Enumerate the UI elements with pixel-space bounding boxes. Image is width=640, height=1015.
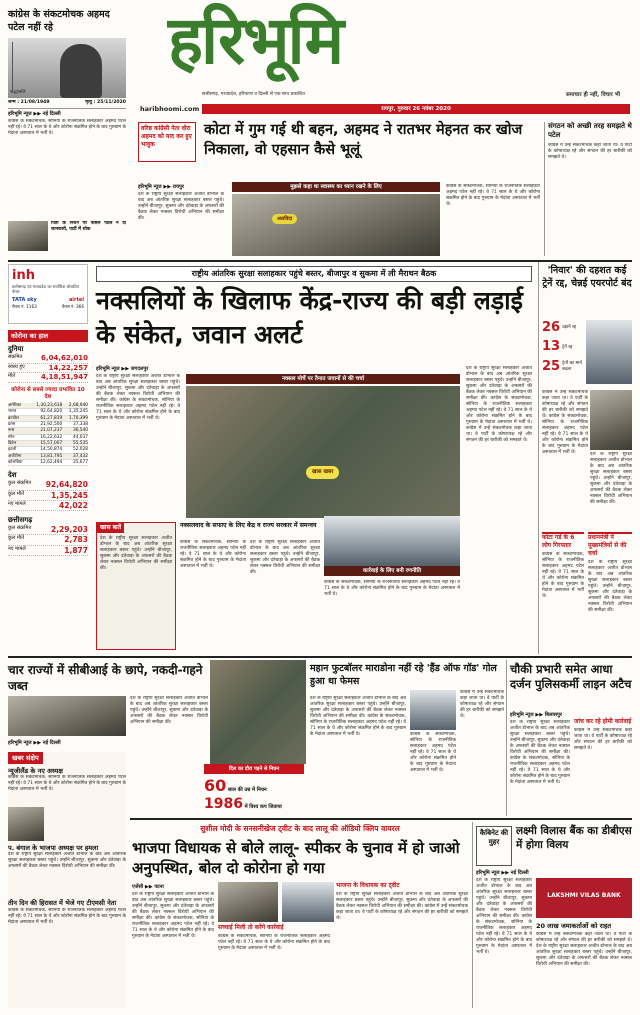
- inset-col3: कांग्रेस के संकटमोचक, सोनिया के राजनीतिक सलाहकार अहमद पटेल नहीं रहे। वे 71 साल के थे और कोरोना संक्रमित होने के बाद गुरुग्राम के मेदांता अस्पताल में भर्ती थे।: [324, 580, 460, 597]
- nivar-stats: [542, 320, 582, 378]
- world-stat-row: [8, 354, 88, 364]
- cbi-headline: चार राज्यों में सीबीआई के छापे, नकदी-गहने जब्त: [8, 663, 203, 693]
- tribute-label: श्रद्धांजलि: [10, 90, 26, 96]
- cg-stat-row-label: कुल मौतें: [8, 535, 24, 542]
- box-pm: प्रधानमंत्री ने मुख्यमंत्रियों से की चर्चा देश के राष्ट्रीय सुरक्षा सलाहकार अजीत डोभाल के बाद अब आंतरिक सुरक्षा सलाहकार बस्तर पहुंचे। उन्होंने बीजापुर, सुकमा और दंतेवाड़ा के अफसरों की बैठक लेकर नक्सल विरोधी अभियान की समीक्षा की।: [588, 532, 632, 650]
- world-stat-row: [8, 364, 88, 374]
- tagline: समाचार ही नहीं, विचार भी: [565, 92, 620, 98]
- nivar-stat-number: 26: [542, 320, 561, 335]
- country-deaths: 55,535: [72, 441, 89, 447]
- desh-stat-row-label: कुल संक्रमित: [8, 480, 32, 487]
- maradona-body3: कांग्रेस में उन्हें संकटमोचक कहा जाता था। वे पार्टी के कोषाध्यक्ष रहे और संगठन की हर बारीकी को समझते थे।: [460, 690, 504, 719]
- country-deaths: 52,028: [72, 447, 89, 453]
- bank-photo: [536, 878, 632, 918]
- nivar-stat: [542, 359, 582, 375]
- channel-ad[interactable]: [8, 264, 88, 324]
- sankshep-photo: [8, 807, 44, 841]
- desh-stats: [8, 480, 88, 511]
- lead-byline: हरिभूमि न्यूज ▶▶ रायपुर: [138, 184, 184, 190]
- cbi-body: देश के राष्ट्रीय सुरक्षा सलाहकार अजीत डोभाल के बाद अब आंतरिक सुरक्षा सलाहकार बस्तर पहुंचे। उन्होंने बीजापुर, सुकमा और दंतेवाड़ा के अफसरों की बैठक लेकर नक्सल विरोधी अभियान की समीक्षा की।: [130, 696, 208, 725]
- main-headline: नक्सलियों के खिलाफ केंद्र-राज्य की बड़ी लड़ाई के संकेत, जवान अलर्ट: [96, 286, 523, 349]
- world-stat-row-label: संक्रमित: [8, 353, 23, 360]
- country-cases: 92,64,820: [40, 409, 63, 415]
- nivar-stat-label: ट्रेनें रद्द: [562, 344, 573, 350]
- country-cases: 61,27,819: [40, 415, 63, 421]
- bank-sign: LAKSHMI VILAS BANK: [547, 892, 621, 899]
- world-stat-row-label: मौतें: [8, 373, 16, 380]
- desh-stat-row-label: नए मामले: [8, 500, 26, 507]
- police-headline: चौकी प्रभारी समेत आधा दर्जन पुलिसकर्मी लाइन अटैच: [510, 662, 632, 691]
- bank-byline: हरिभूमि न्यूज ▶▶ नई दिल्ली: [476, 870, 529, 876]
- nivar-stat: [542, 320, 582, 336]
- lalu-headline: भाजपा विधायक से बोले लालू- स्पीकर के चुनाव में हो जाओ अनुपस्थित, बोल दो कोरोना हो गया: [132, 839, 460, 877]
- inset-photo: [324, 516, 460, 566]
- cg-stats: [8, 525, 88, 556]
- ad-provider-airtel: airtel: [68, 297, 84, 304]
- world-stat-row-label: स्वस्थ हुए: [8, 363, 25, 370]
- country-deaths: 44,037: [72, 434, 89, 440]
- world-stat-row-value: 14,22,257: [48, 363, 88, 372]
- country-name: कोलंबिया: [8, 460, 23, 466]
- country-name: ब्रिटेन: [8, 441, 17, 447]
- country-cases: 13,81,795: [40, 453, 63, 459]
- maradona-body: देश के राष्ट्रीय सुरक्षा सलाहकार अजीत डोभाल के बाद अब आंतरिक सुरक्षा सलाहकार बस्तर पहुंचे। उन्होंने बीजापुर, सुकमा और दंतेवाड़ा के अफसरों की बैठक लेकर नक्सल विरोधी अभियान की समीक्षा की। कांग्रेस के संकटमोचक, सोनिया के राजनीतिक सलाहकार अहमद पटेल नहीं रहे। वे 71 साल के थे और कोरोना संक्रमित होने के बाद गुरुग्राम के मेदांता अस्पताल में भर्ती थे।: [310, 696, 406, 737]
- country-deaths: 1,35,245: [68, 409, 89, 415]
- world-stats: [8, 354, 88, 383]
- maradona-photo: [210, 660, 306, 764]
- lalu-body: देश के राष्ट्रीय सुरक्षा सलाहकार अजीत डोभाल के बाद अब आंतरिक सुरक्षा सलाहकार बस्तर पहुंचे। उन्होंने बीजापुर, सुकमा और दंतेवाड़ा के अफसरों की बैठक लेकर नक्सल विरोधी अभियान की समीक्षा की। कांग्रेस के संकटमोचक, सोनिया के राजनीतिक सलाहकार अहमद पटेल नहीं रहे। वे 71 साल के थे और कोरोना संक्रमित होने के बाद गुरुग्राम के मेदांता अस्पताल में भर्ती थे।: [132, 892, 214, 939]
- main-col1: देश के राष्ट्रीय सुरक्षा सलाहकार अजीत डोभाल के बाद अब आंतरिक सुरक्षा सलाहकार बस्तर पहुंचे। उन्होंने बीजापुर, सुकमा और दंतेवाड़ा के अफसरों की बैठक लेकर नक्सल विरोधी अभियान की समीक्षा की। कांग्रेस के संकटमोचक, सोनिया के राजनीतिक सलाहकार अहमद पटेल नहीं रहे। वे 71 साल के थे और कोरोना संक्रमित होने के बाद गुरुग्राम के मेदांता अस्पताल में भर्ती थे।: [96, 374, 180, 421]
- country-name: ब्राजील: [8, 415, 19, 421]
- bank-body: देश के राष्ट्रीय सुरक्षा सलाहकार अजीत डोभाल के बाद अब आंतरिक सुरक्षा सलाहकार बस्तर पहुंचे। उन्होंने बीजापुर, सुकमा और दंतेवाड़ा के अफसरों की बैठक लेकर नक्सल विरोधी अभियान की समीक्षा की। कांग्रेस के संकटमोचक, सोनिया के राजनीतिक सलाहकार अहमद पटेल नहीं रहे। वे 71 साल के थे और कोरोना संक्रमित होने के बाद गुरुग्राम के मेदांता अस्पताल में भर्ती थे।: [476, 878, 532, 955]
- maradona-stat-60: 60 साल की उम्र में निधन 1986 में विश्व कप जिताया: [204, 776, 282, 812]
- police-byline: हरिभूमि न्यूज ▶▶ बिलासपुर: [510, 712, 562, 718]
- country-cases: 16,22,632: [40, 434, 63, 440]
- maradona-strip: दिल का दौरा पड़ने से निधन: [204, 764, 304, 774]
- main-photo: [186, 386, 460, 518]
- cbi-byline: हरिभूमि न्यूज ▶▶ नई दिल्ली: [8, 740, 61, 746]
- ad-channel-2: चैनल नं. 366: [61, 303, 84, 309]
- ad-provider-tatasky: TATA sky: [12, 297, 37, 304]
- badge-khas-khabar: खास खबर: [306, 466, 339, 479]
- country-cases: 1,30,23,618: [36, 402, 63, 408]
- corner-inset-photo: [8, 221, 126, 251]
- country-table: [8, 403, 88, 467]
- nivar-stat: [542, 339, 582, 355]
- country-cases: 14,50,874: [40, 447, 63, 453]
- top10-title: कोरोना से सबसे ज्यादा प्रभावित 10 देश: [11, 387, 85, 400]
- country-name: फ्रांस: [8, 421, 16, 427]
- corner-photo: [8, 38, 126, 98]
- death-date: मृत्यु : 25/11/2020: [85, 100, 126, 105]
- police-tag: जांच कर रहे होमी कार्रवाई कांग्रेस में उन्हें संकटमोचक कहा जाता था। वे पार्टी के कोषाध्यक्ष रहे और संगठन की हर बारीकी को समझते थे।: [574, 718, 632, 751]
- country-deaths: 37,432: [72, 453, 89, 459]
- editions: छत्तीसगढ़, मध्यप्रदेश, हरियाणा व दिल्ली से एक साथ प्रकाशित: [202, 92, 305, 97]
- world-stat-row-value: 6,04,62,010: [41, 353, 88, 362]
- country-cases: 12,62,494: [40, 460, 63, 466]
- main-kicker: राष्ट्रीय आंतरिक सुरक्षा सलाहकार पहुंचे बस्तर, बीजापुर व सुकमा में ली मैराथन बैठक: [96, 266, 532, 282]
- desh-stat-row-value: 42,022: [59, 500, 88, 510]
- country-deaths: 36,540: [72, 428, 89, 434]
- country-cases: 21,07,237: [40, 428, 63, 434]
- birth-date: जन्म : 21/08/1949: [8, 100, 50, 105]
- lead-photo: [232, 194, 440, 256]
- country-deaths: 1,70,399: [68, 415, 89, 421]
- country-cases: 15,57,007: [40, 441, 63, 447]
- world-stat-row-value: 4,18,51,947: [41, 373, 88, 382]
- lalu-sub1: सच्चाई मिली तो करेंगे कार्रवाई: [218, 924, 284, 931]
- main-byline: हरिभूमि न्यूज ▶▶ जगदलपुर: [96, 366, 149, 372]
- country-name: अर्जेंटीना: [8, 453, 22, 459]
- desh-stat-row-value: 92,64,820: [45, 480, 88, 490]
- lead-kicker: वरिष्ठ कांग्रेसी नेता वोरा अहमद को याद कर हुए भावुक: [138, 122, 196, 162]
- lalu-body2: कांग्रेस के संकटमोचक, सोनिया के राजनीतिक सलाहकार अहमद पटेल नहीं रहे। वे 71 साल के थे और कोरोना संक्रमित होने के बाद गुरुग्राम के मेदांता अस्पताल में भर्ती थे।: [218, 934, 330, 951]
- website-link[interactable]: haribhoomi.com: [140, 105, 200, 113]
- country-deaths: 37,338: [72, 421, 89, 427]
- maradona-headline: महान फुटबॉलर माराडोना नहीं रहे 'हैंड ऑफ गॉड' गोल हुआ था फेमस: [310, 663, 497, 687]
- desh-title: देश: [8, 471, 17, 480]
- lalu-sub2: भाजपा के विधायक का ट्वीट देश के राष्ट्रीय सुरक्षा सलाहकार अजीत डोभाल के बाद अब आंतरिक सुरक्षा सलाहकार बस्तर पहुंचे। उन्होंने बीजापुर, सुकमा और दंतेवाड़ा के अफसरों की बैठक लेकर नक्सल विरोधी अभियान की समीक्षा की। कांग्रेस में उन्हें संकटमोचक कहा जाता था। वे पार्टी के कोषाध्यक्ष रहे और संगठन की हर बारीकी को समझते थे।: [336, 882, 468, 921]
- bank-headline: लक्ष्मी विलास बैंक का डीबीएस में होगा विलय: [516, 825, 632, 851]
- country-name: इटली: [8, 447, 17, 453]
- logo: हरिभूमि: [168, 2, 343, 79]
- desh-stat-row: [8, 491, 88, 501]
- masthead: [140, 4, 630, 100]
- lead-top: [138, 120, 540, 258]
- desh-stat-row: [8, 480, 88, 490]
- main-col-right: देश के राष्ट्रीय सुरक्षा सलाहकार अजीत डोभाल के बाद अब आंतरिक सुरक्षा सलाहकार बस्तर पहुंचे। उन्होंने बीजापुर, सुकमा और दंतेवाड़ा के अफसरों की बैठक लेकर नक्सल विरोधी अभियान की समीक्षा की। कांग्रेस के संकटमोचक, सोनिया के राजनीतिक सलाहकार अहमद पटेल नहीं रहे। वे 71 साल के थे और कोरोना संक्रमित होने के बाद गुरुग्राम के मेदांता अस्पताल में भर्ती थे। कांग्रेस में उन्हें संकटमोचक कहा जाता था। वे पार्टी के कोषाध्यक्ष रहे और संगठन की हर बारीकी को समझते थे।: [466, 366, 532, 443]
- ad-channel-1: चैनल नं. 1163: [12, 303, 37, 309]
- main-photo-caption: नक्सल मोर्चे पर तैनात जवानों से की चर्चा: [186, 374, 460, 384]
- khas-baat-box: खास बातें देश के राष्ट्रीय सुरक्षा सलाहकार अजीत डोभाल के बाद अब आंतरिक सुरक्षा सलाहकार बस्तर पहुंचे। उन्होंने बीजापुर, सुकमा और दंतेवाड़ा के अफसरों की बैठक लेकर नक्सल विरोधी अभियान की समीक्षा की।: [96, 522, 176, 650]
- sidebar-top-body: कांग्रेस में उन्हें संकटमोचक कहा जाता था। वे पार्टी के कोषाध्यक्ष रहे और संगठन की हर बारीकी को समझते थे।: [548, 143, 632, 160]
- world-title: दुनिया: [8, 345, 24, 354]
- desh-stat-row-value: 1,35,245: [50, 490, 88, 500]
- bank-body2: कांग्रेस में उन्हें संकटमोचक कहा जाता था। वे पार्टी के कोषाध्यक्ष रहे और संगठन की हर बारीकी को समझते थे। देश के राष्ट्रीय सुरक्षा सलाहकार अजीत डोभाल के बाद अब आंतरिक सुरक्षा सलाहकार बस्तर पहुंचे। उन्होंने बीजापुर, सुकमा और दंतेवाड़ा के अफसरों की बैठक लेकर नक्सल विरोधी अभियान की समीक्षा की।: [536, 932, 632, 967]
- corner-headline: कांग्रेस के संकटमोचक अहमद पटेल नहीं रहे: [8, 9, 110, 33]
- nivar-body2: देश के राष्ट्रीय सुरक्षा सलाहकार अजीत डोभाल के बाद अब आंतरिक सुरक्षा सलाहकार बस्तर पहुंचे। उन्होंने बीजापुर, सुकमा और दंतेवाड़ा के अफसरों की बैठक लेकर नक्सल विरोधी अभियान की समीक्षा की।: [590, 452, 632, 505]
- nivar-stat-number: 25: [542, 358, 561, 374]
- inset-col2: देश के राष्ट्रीय सुरक्षा सलाहकार अजीत डोभाल के बाद अब आंतरिक सुरक्षा सलाहकार बस्तर पहुंचे। उन्होंने बीजापुर, सुकमा और दंतेवाड़ा के अफसरों की बैठक लेकर नक्सल विरोधी अभियान की समीक्षा की।: [250, 540, 320, 575]
- cg-title: छत्तीसगढ़: [8, 516, 33, 525]
- country-deaths: 2,68,940: [68, 402, 88, 408]
- nivar-stat-label: ट्रेनों का मार्ग बदला: [562, 361, 582, 372]
- cg-stat-row-value: 1,877: [64, 545, 88, 555]
- cg-stat-row-value: 2,783: [64, 535, 88, 545]
- desh-stat-row-label: कुल मौतें: [8, 490, 24, 497]
- inset-headline: नक्सलवाद के सफाए के लिए केंद्र व राज्य सरकार में समन्वय: [180, 522, 317, 529]
- cg-stat-row: [8, 546, 88, 556]
- lead-headline: कोटा में गुम गई थी बहन, अहमद ने रातभर मेहनत कर खोज निकाला, वो एहसान कैसे भूलूं: [204, 122, 523, 158]
- nivar-stat-label: उड़ानें रद्द: [562, 325, 577, 331]
- khabar-sankshep: खबर संक्षेप न्यूजीलैंड के नए अध्यक्ष कांग्रेस के संकटमोचक, सोनिया के राजनीतिक सलाहकार अहमद पटेल नहीं रहे। वे 71 साल के थे और कोरोना संक्रमित होने के बाद गुरुग्राम के मेदांता अस्पताल में भर्ती थे। प. बंगाल के भाजपा अध्यक्ष पर हमला देश के राष्ट्रीय सुरक्षा सलाहकार अजीत डोभाल के बाद अब आंतरिक सुरक्षा सलाहकार बस्तर पहुंचे। उन्होंने बीजापुर, सुकमा और दंतेवाड़ा के अफसरों की बैठक लेकर नक्सल विरोधी अभियान की समीक्षा की। तीन दिन की हिरासत में भेजे गए टीएमसी नेता कांग्रेस के संकटमोचक, सोनिया के राजनीतिक सलाहकार अहमद पटेल नहीं रहे। वे 71 साल के थे और कोरोना संक्रमित होने के बाद गुरुग्राम के मेदांता अस्पताल में भर्ती थे।: [8, 752, 126, 1008]
- inset-col: कांग्रेस के संकटमोचक, सोनिया के राजनीतिक सलाहकार अहमद पटेल नहीं रहे। वे 71 साल के थे और कोरोना संक्रमित होने के बाद गुरुग्राम के मेदांता अस्पताल में भर्ती थे।: [180, 540, 246, 569]
- dateline-bar: [140, 92, 630, 116]
- maradona-photo2: [410, 690, 456, 730]
- lead-col3: कांग्रेस के संकटमोचक, सोनिया के राजनीतिक सलाहकार अहमद पटेल नहीं रहे। वे 71 साल के थे और कोरोना संक्रमित होने के बाद गुरुग्राम के मेदांता अस्पताल में भर्ती थे।: [446, 184, 540, 207]
- cg-stat-row: [8, 525, 88, 535]
- portrait-figure: [60, 44, 102, 98]
- badge-alvida: अलविदा: [272, 214, 297, 224]
- nivar-headline: 'निवार' की दहशत कई ट्रेनें रद्द, चेन्नई एयरपोर्ट बंद: [542, 265, 632, 289]
- nivar-body: कांग्रेस में उन्हें संकटमोचक कहा जाता था। वे पार्टी के कोषाध्यक्ष रहे और संगठन की हर बारीकी को समझते थे। कांग्रेस के संकटमोचक, सोनिया के राजनीतिक सलाहकार अहमद पटेल नहीं रहे। वे 71 साल के थे और कोरोना संक्रमित होने के बाद गुरुग्राम के मेदांता अस्पताल में भर्ती थे।: [542, 390, 588, 455]
- corona-title: कोरोना का हाल: [8, 330, 88, 342]
- cbi-photo: [8, 696, 126, 736]
- corner-byline: हरिभूमि न्यूज ▶▶ नई दिल्ली: [8, 110, 61, 117]
- maradona-body2: कांग्रेस के संकटमोचक, सोनिया के राजनीतिक सलाहकार अहमद पटेल नहीं रहे। वे 71 साल के थे और कोरोना संक्रमित होने के बाद गुरुग्राम के मेदांता अस्पताल में भर्ती थे।: [410, 732, 456, 773]
- box-kota: कोटा गर्ड के 6 लोग गिरफ्तार कांग्रेस के संकटमोचक, सोनिया के राजनीतिक सलाहकार अहमद पटेल नहीं रहे। वे 71 साल के थे और कोरोना संक्रमित होने के बाद गुरुग्राम के मेदांता अस्पताल में भर्ती थे।: [542, 532, 584, 650]
- dateline: रायपुर, गुरुवार 26 नवंबर 2020: [381, 106, 451, 112]
- country-name: अमेरिका: [8, 402, 22, 408]
- lalu-kicker: सुशील मोदी के सनसनीखेज ट्वीट के बाद लालू की ऑडियो क्लिप वायरल: [200, 824, 400, 833]
- corona-box: [8, 330, 88, 652]
- lalu-photo: [218, 882, 278, 922]
- cg-stat-row-value: 2,29,203: [50, 525, 88, 535]
- date-strip: [202, 104, 630, 114]
- country-deaths: 35,677: [72, 460, 89, 466]
- cg-stat-row-label: कुल संक्रमित: [8, 525, 32, 532]
- country-name: भारत: [8, 409, 17, 415]
- sidebar-top: [548, 122, 632, 256]
- corner-body: कांग्रेस के संकटमोचक, सोनिया के राजनीतिक सलाहकार अहमद पटेल नहीं रहे। वे 71 साल के थे और कोरोना संक्रमित होने के बाद गुरुग्राम के मेदांता अस्पताल में भर्ती थे।: [8, 118, 126, 136]
- corner-caption: पिता के निधन पर फैसल पटेल ने दी जानकारी, पार्टी में शोक: [51, 220, 126, 232]
- cg-stat-row-label: नए मामले: [8, 545, 26, 552]
- lead-photo-caption: मुझसे कहा था स्वास्थ्य का ध्यान रखने के लिए: [232, 182, 440, 192]
- nivar-stat-number: 13: [542, 339, 561, 355]
- country-cases: 21,92,500: [40, 421, 63, 427]
- lead-col1: देश के राष्ट्रीय सुरक्षा सलाहकार अजीत डोभाल के बाद अब आंतरिक सुरक्षा सलाहकार बस्तर पहुंचे। उन्होंने बीजापुर, सुकमा और दंतेवाड़ा के अफसरों की बैठक लेकर नक्सल विरोधी अभियान की समीक्षा की।: [138, 192, 224, 221]
- corner-story: [8, 8, 126, 256]
- country-name: स्पेन: [8, 434, 15, 440]
- lalu-photo2: [282, 882, 334, 922]
- world-stat-row: [8, 373, 88, 383]
- nivar-inset-photo: [590, 390, 632, 450]
- police-body: देश के राष्ट्रीय सुरक्षा सलाहकार अजीत डोभाल के बाद अब आंतरिक सुरक्षा सलाहकार बस्तर पहुंचे। उन्होंने बीजापुर, सुकमा और दंतेवाड़ा के अफसरों की बैठक लेकर नक्सल विरोधी अभियान की समीक्षा की। कांग्रेस के संकटमोचक, सोनिया के राजनीतिक सलाहकार अहमद पटेल नहीं रहे। वे 71 साल के थे और कोरोना संक्रमित होने के बाद गुरुग्राम के मेदांता अस्पताल में भर्ती थे।: [510, 720, 570, 785]
- ad-line: छत्तीसगढ़ एवं मध्यप्रदेश का सर्वाधिक लोकप्रिय चैनल: [12, 284, 80, 295]
- nivar-photo: [586, 320, 632, 384]
- cg-stat-row: [8, 535, 88, 545]
- lalu-byline: एजेंसी ▶▶ पटना: [132, 884, 164, 890]
- country-name: रूस: [8, 428, 15, 434]
- bank-tag: कैबिनेट की मुहर: [476, 826, 512, 866]
- desh-stat-row: [8, 501, 88, 511]
- ad-brand: inh: [12, 268, 35, 283]
- country-row: [8, 460, 88, 466]
- bank-caption: 20 लाख जमाकर्ताओं को राहत: [536, 922, 612, 930]
- inset-caption: कार्रवाई के लिए बनी रणनीति: [324, 566, 460, 576]
- sidebar-top-headline: संगठन को अच्छी तरह समझते थे पटेल: [548, 122, 632, 139]
